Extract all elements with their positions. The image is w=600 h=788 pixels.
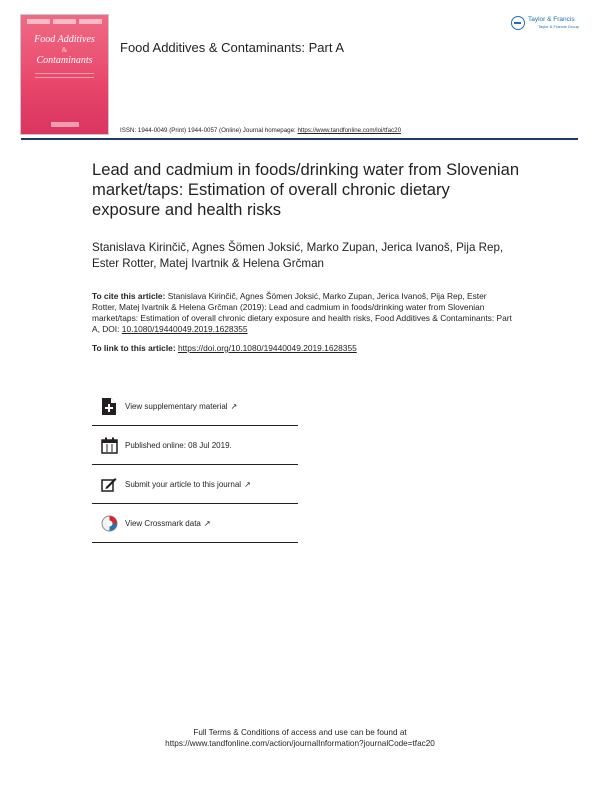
crossmark-icon <box>100 514 118 532</box>
citation-text: Stanislava Kirinčič, Agnes Šömen Joksić, Marko Zupan, Jerica Ivanoš, Pija Rep, Ester Rotter, Matej Ivartnik & Helena Grčman (2019): Lead and cadmium in foods/drinking water from Slovenian market/taps: Estimation of overall chronic dietary exposure and health risks, Food Additives & Contaminants: Part A, DOI: <box>92 291 512 334</box>
calendar-icon <box>100 436 118 454</box>
crossmark-link[interactable] <box>125 519 211 528</box>
cover-title-line2: Contaminants <box>36 55 93 66</box>
submit-article-link[interactable] <box>125 480 251 489</box>
document-plus-icon <box>100 397 118 415</box>
journal-cover-image <box>21 15 108 134</box>
cover-decoration <box>35 73 94 81</box>
article-title: Lead and cadmium in foods/drinking water from Slovenian market/taps: Estimation of overall chronic dietary exposure and health risks <box>92 160 520 219</box>
published-online-label: Published online: 08 Jul 2019. <box>125 440 232 450</box>
header-divider <box>21 138 578 140</box>
external-link-icon: ↗ <box>230 401 238 411</box>
citation-doi-link[interactable]: 10.1080/19440049.2019.1628355 <box>121 324 248 334</box>
external-link-icon: ↗ <box>203 518 211 528</box>
article-doi-link[interactable]: https://doi.org/10.1080/19440049.2019.1628355 <box>177 343 357 353</box>
issn-text: ISSN: 1944-0049 (Print) 1944-0057 (Online) Journal homepage: <box>120 127 298 134</box>
article-link-label: To link to this article: <box>92 343 178 353</box>
citation-block <box>92 291 512 335</box>
supplementary-material-link[interactable] <box>125 402 237 411</box>
issn-line <box>120 127 401 134</box>
cover-publisher-mark <box>51 122 79 127</box>
publisher-logo-text: Taylor & Francis <box>528 16 575 24</box>
publisher-logo <box>511 16 579 30</box>
supplementary-material-row[interactable] <box>92 387 298 426</box>
journal-name: Food Additives & Contaminants: Part A <box>120 40 345 55</box>
supplementary-material-label: View supplementary material <box>125 401 228 411</box>
article-authors: Stanislava Kirinčič, Agnes Šömen Joksić, Marko Zupan, Jerica Ivanoš, Pija Rep, Ester Rotter, Matej Ivartnik & Helena Grčman <box>92 241 504 270</box>
publisher-logo-subtext: Taylor & Francis Group <box>538 23 579 29</box>
publisher-logo-icon <box>511 16 525 30</box>
external-link-icon: ↗ <box>244 479 251 489</box>
article-actions <box>92 387 298 543</box>
journal-homepage-link[interactable]: https://www.tandfonline.com/loi/tfac20 <box>297 127 402 134</box>
cover-ampersand: & <box>61 46 68 54</box>
cover-title-line1: Food Additives <box>34 34 95 45</box>
pencil-edit-icon <box>100 475 118 493</box>
published-online-row <box>92 426 298 465</box>
submit-article-row[interactable] <box>92 465 298 504</box>
crossmark-row[interactable] <box>92 504 298 543</box>
terms-footer-url[interactable]: https://www.tandfonline.com/action/journalInformation?journalCode=tfac20 <box>165 739 435 748</box>
submit-article-label: Submit your article to this journal <box>125 479 242 489</box>
article-link-block <box>92 343 357 353</box>
citation-label: To cite this article: <box>92 291 168 301</box>
terms-footer <box>0 727 600 749</box>
crossmark-label: View Crossmark data <box>125 518 201 528</box>
cover-top-bar <box>27 19 102 24</box>
terms-footer-line1: Full Terms & Conditions of access and use can be found at <box>193 728 407 737</box>
